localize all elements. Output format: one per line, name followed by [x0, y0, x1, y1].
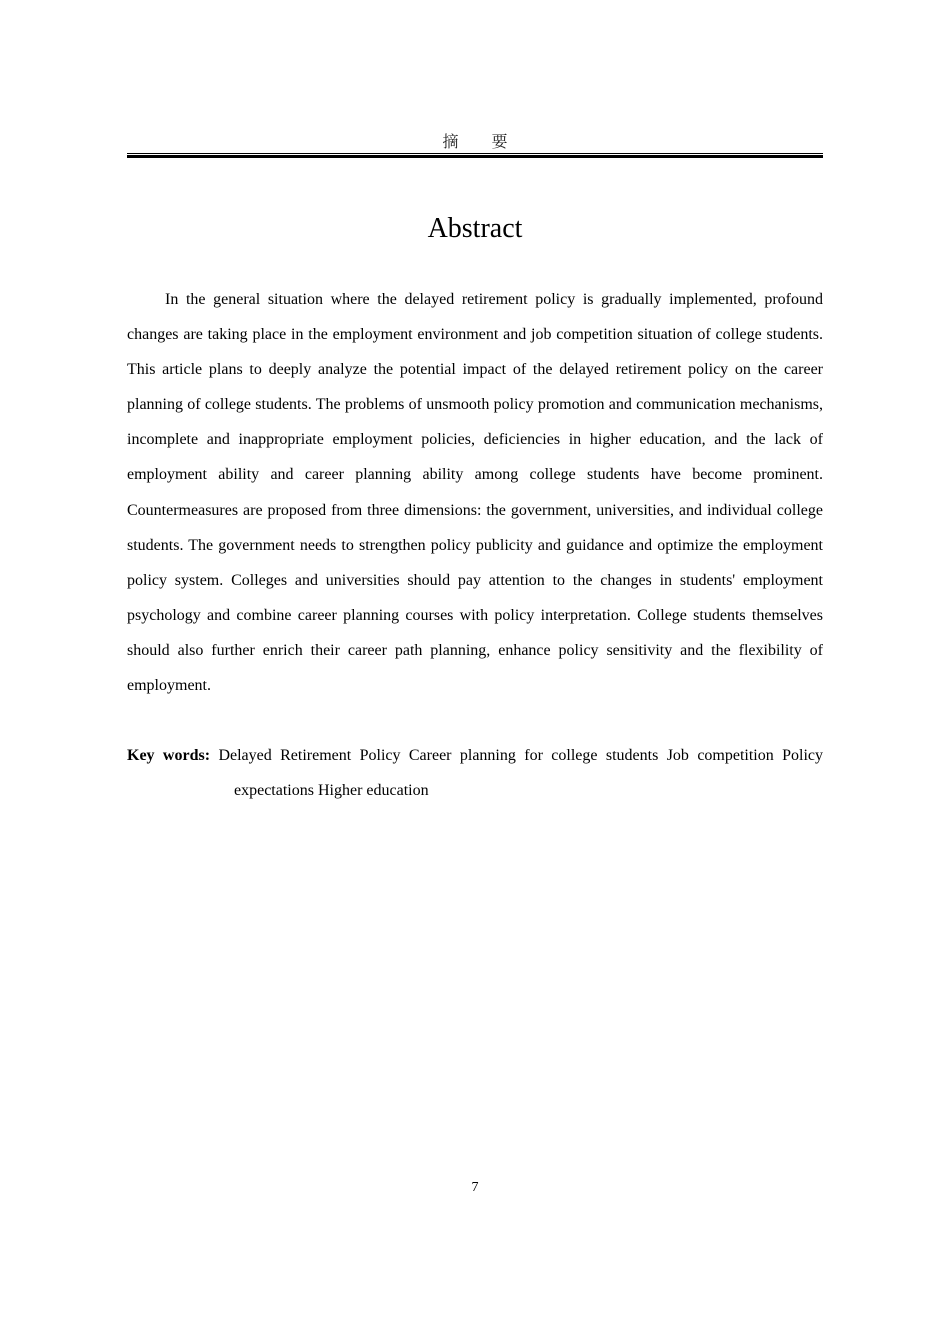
abstract-title: Abstract	[427, 213, 523, 244]
keywords-label: Key words:	[127, 747, 211, 764]
abstract-body: In the general situation where the delayed retirement policy is gradually implemented, profound changes are taking place in the employment environment and job competition situation of college students. This article plans to deeply analyze the potential impact of the delayed retirement policy on the career planning of college students. The problems of unsmooth policy promotion and communication mechanisms, incomplete and inappropriate employment policies, deficiencies in higher education, and the lack of employment ability and career planning ability among college students have become prominent. Countermeasures are proposed from three dimensions: the government, universities, and individual college students. The government needs to strengthen policy publicity and guidance and optimize the employment policy system. Colleges and universities should pay attention to the changes in students' employment psychology and combine career planning courses with policy interpretation. College students themselves should also further enrich their career path planning, enhance policy sensitivity and the flexibility of employment.	[127, 291, 823, 695]
page-number: 7	[471, 1180, 479, 1195]
keywords-paragraph	[127, 738, 823, 808]
keywords-text: Delayed Retirement Policy Career planning for college students Job competition Policy expectations Higher education	[218, 747, 824, 799]
header-divider	[127, 153, 823, 158]
running-header: 摘 要	[442, 132, 522, 151]
